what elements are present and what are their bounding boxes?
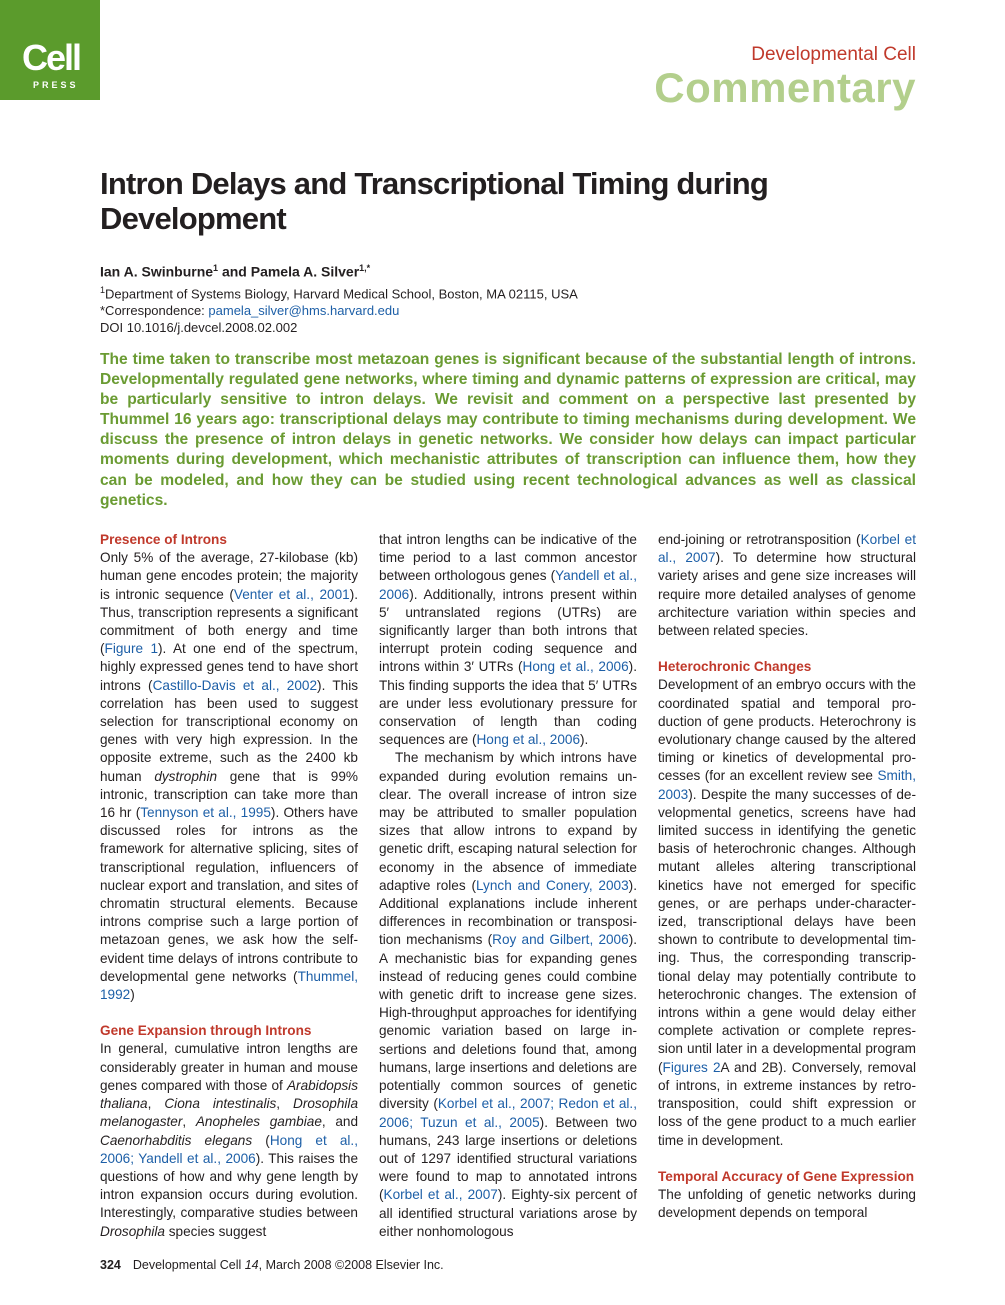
author-affiliation-mark: 1,* bbox=[359, 263, 371, 273]
paragraph: Development of an embryo occurs with the coordinated spatial and temporal production of gene products. Heterochrony is evolutionary change caused by the altered timing or kinetics of developmental processes (for an excellent review see Smith, 2003). Despite the many successes of developmental genetics, screens have had limited success in identifying the genetic basis of heterochronic changes. Although mutant alleles altering transcriptional kinetics have not emerged for specific genes, or are perhaps under-characterized, transcriptional delays have been shown to contribute to developmental timing. Thus, the corresponding transcriptional delay may potentially contribute to heterochronic changes. The extension of introns within a gene would delay either complete activation or complete repression until later in a developmental program (Figures 2A and 2B). Conversely, removal of introns, in extreme instances by retrotransposition, could shift expression or loss of the gene product to a much earlier time in development. bbox=[658, 677, 916, 1148]
body-column-1 bbox=[100, 531, 358, 1241]
citation-link[interactable]: Hong et al., 2006; Yandell et al., 2006 bbox=[100, 1132, 358, 1166]
section-heading: Gene Expansion through Introns bbox=[100, 1023, 312, 1039]
citation-link[interactable]: Korbel et al., 2007 bbox=[658, 532, 916, 566]
citation-link[interactable]: Korbel et al., 2007 bbox=[383, 1187, 498, 1203]
citation-link[interactable]: Smith, 2003 bbox=[658, 768, 916, 802]
author-name: Pamela A. Silver bbox=[250, 263, 360, 280]
article-title: Intron Delays and Transcriptional Timing during Development bbox=[100, 166, 769, 236]
footer-journal: Developmental Cell bbox=[132, 1258, 245, 1272]
author-conjunction: and bbox=[218, 263, 251, 280]
footer-volume: 14 bbox=[244, 1258, 259, 1272]
author-line bbox=[100, 263, 370, 280]
section-heading: Presence of Introns bbox=[100, 532, 227, 547]
body-column-2 bbox=[379, 531, 637, 1241]
paragraph: that intron lengths can be indicative of the time period to a last common ancestor between orthologous genes (Yandell et al., 2006). Additionally, introns present within 5′ untranslated regions (UTRs) are significantly larger than both introns that interrupt protein coding sequence and introns within 3′ UTRs (Hong et al., 2006). This finding supports the idea that 5′ UTRs are under less evolutionary pressure for conservation of length than coding sequences are (Hong et al., 2006). bbox=[379, 532, 637, 748]
journal-name: Developmental Cell bbox=[751, 44, 916, 65]
figure-link[interactable]: Figure 1 bbox=[104, 641, 159, 657]
citation-link[interactable]: Castillo-Davis et al., 2002 bbox=[152, 677, 318, 693]
affiliation bbox=[100, 282, 578, 302]
figure-link[interactable]: Figures 2 bbox=[662, 1059, 721, 1075]
author-affiliation-mark: 1 bbox=[213, 263, 219, 273]
affiliation-mark: 1 bbox=[100, 285, 106, 295]
paragraph: The unfolding of genetic networks during development depends on temporal bbox=[658, 1186, 916, 1221]
citation-link[interactable]: Tennyson et al., 1995 bbox=[140, 805, 271, 821]
section-heading: Heterochronic Changes bbox=[658, 659, 812, 675]
abstract: The time taken to transcribe most metazoan genes is significant because of the substantial length of introns. Developmentally regulated gene networks, where timing and dynamic patterns of expression are critical, may be particularly sensitive to intron delays. We revisit and comment on a perspective last presented by Thummel 16 years ago: transcriptional delays may contribute to timing mechanisms during development. We discuss the presence of intron delays in genetic networks. We consider how delays can impact particular moments during development, which mechanistic attributes of transcription can influence them, how they can be modeled, and how they can be studied using recent technological advances as well as classical genetics. bbox=[100, 351, 916, 509]
doi: DOI 10.1016/j.devcel.2008.02.002 bbox=[100, 320, 298, 336]
section-label: Commentary bbox=[654, 64, 916, 111]
citation-link[interactable]: Korbel et al., 2007; Redon et al., 2006; Tuzun et al., 2005 bbox=[379, 1096, 637, 1130]
affiliation-text: Department of Systems Biology, Harvard Medical School, Boston, MA 02115, USA bbox=[105, 286, 578, 302]
citation-link[interactable]: Venter et al., 2001 bbox=[233, 586, 350, 602]
cell-press-logo bbox=[0, 0, 100, 100]
correspondence-label: *Correspondence: bbox=[100, 303, 209, 319]
section-heading: Temporal Accuracy of Gene Expression bbox=[658, 1168, 915, 1184]
paragraph: In general, cumulative intron lengths are considerably greater in human and mouse genes compared with those of Arabidopsis thaliana, Ciona intestinalis, Drosophila melanogaster, Anopheles gambiae, and Caenorhabditis elegans (Hong et al., 2006; Yandell et al., 2006). This raises the questions of how and why gene length by intron expansion occurs during evolution. Interestingly, comparative studies between Drosophila species suggest bbox=[100, 1041, 359, 1239]
citation-link[interactable]: Thummel, 1992 bbox=[100, 968, 358, 1003]
paragraph: Only 5% of the average, 27-kilobase (kb) human gene encodes protein; the majority is intronic sequence (Venter et al., 2001). Thus, transcription represents a significant commitment of both energy and time (Figure 1). At one end of the spectrum, highly expressed genes tend to have short introns (Castillo-Davis et al., 2002). This correlation has been used to suggest selection for transcriptional economy on genes with very high expression. In the opposite extreme, such as the 2400 kb human dystrophin gene that is 99% intronic, transcription can take more than 16 hr (Tennyson et al., 1995). Others have discussed roles for introns as the framework for alternative splicing, sites of transcriptional regulation, influencers of nuclear export and translation, and sites of chromatin structural elements. Because introns comprise such a large portion of metazoan genes, we ask how the self-evident time delays of introns contribute to developmental gene networks (Thummel, 1992) bbox=[100, 550, 359, 1003]
page-number: 324 bbox=[100, 1258, 121, 1272]
logo-text: Cell bbox=[22, 37, 81, 78]
paragraph: end-joining or retrotransposition (Korbel et al., 2007). To determine how structural variety arises and gene size increases will require more detailed analyses of genome architecture variation within species and between related species. bbox=[658, 532, 916, 639]
citation-link[interactable]: Roy and Gilbert, 2006 bbox=[492, 932, 629, 948]
author-name: Ian A. Swinburne bbox=[100, 263, 214, 280]
footer-date: , March 2008 ©2008 Elsevier Inc. bbox=[258, 1258, 444, 1272]
logo-subtext: PRESS bbox=[33, 80, 79, 90]
page-footer bbox=[100, 1258, 444, 1272]
citation-link[interactable]: Lynch and Conery, 2003 bbox=[475, 877, 629, 893]
body-column-3 bbox=[658, 531, 916, 1222]
citation-link[interactable]: Yandell et al., 2006 bbox=[379, 568, 637, 602]
citation-link[interactable]: Hong et al., 2006 bbox=[522, 659, 629, 675]
affiliation-block bbox=[100, 282, 578, 336]
citation-link[interactable]: Hong et al., 2006 bbox=[476, 732, 581, 748]
correspondence bbox=[100, 302, 578, 319]
correspondence-email-link[interactable]: pamela_silver@hms.harvard.edu bbox=[208, 303, 400, 319]
paragraph: The mechanism by which introns have expanded during evolution remains unclear. The overall increase of intron size may be attributed to smaller population sizes that allow introns to expand by genetic drift, escaping natural selection for economy in the absence of immediate adaptive roles (Lynch and Conery, 2003). Additional explanations include inherent differences in recombination or transposition mechanisms (Roy and Gilbert, 2006). A mechanistic bias for expanding genes instead of reducing genes could combine with genetic drift to increase gene sizes. High-throughput approaches for identifying genomic variation based on large insertions and deletions found that, among humans, large insertions and deletions are potentially common sources of genetic diversity (Korbel et al., 2007; Redon et al., 2006; Tuzun et al., 2005). Between two humans, 243 large insertions or deletions out of 1297 identified structural variations were found to map to annotated introns (Korbel et al., 2007). Eighty-six percent of all identified structural variations arose by either nonhomologous bbox=[379, 750, 638, 1239]
